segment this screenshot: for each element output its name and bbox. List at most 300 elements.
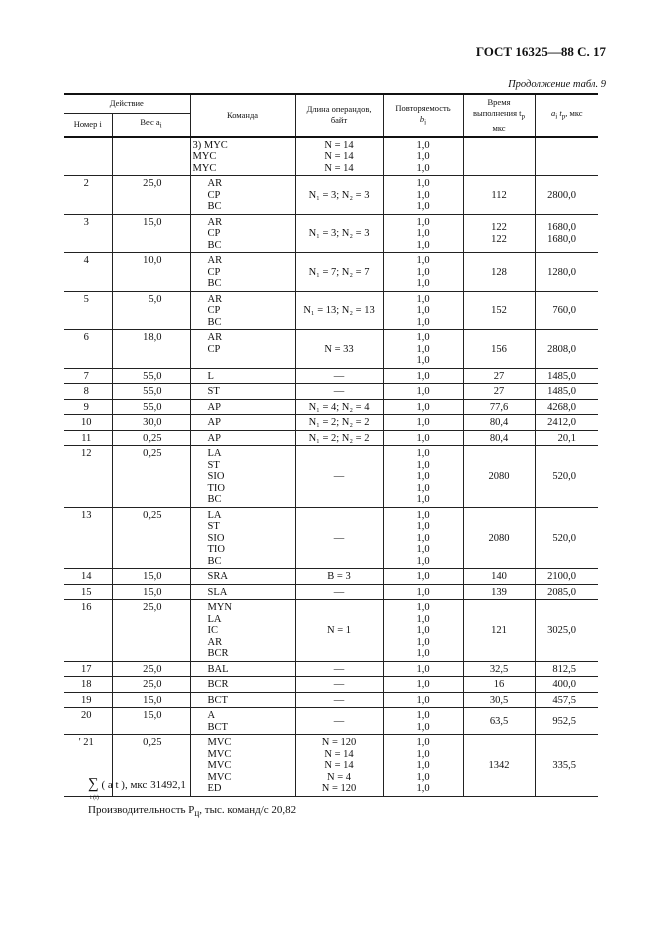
command-header: Команда bbox=[190, 94, 295, 137]
cell-line: 77,6 bbox=[489, 401, 509, 413]
cell-line: MYC bbox=[192, 162, 217, 174]
row-product bbox=[535, 368, 598, 384]
cell-line: AR bbox=[207, 216, 223, 228]
table-row bbox=[64, 415, 598, 431]
row-commands bbox=[190, 569, 295, 585]
row-repeatability bbox=[383, 399, 463, 415]
row-operand-length bbox=[295, 137, 383, 176]
row-repeatability bbox=[383, 507, 463, 569]
cell-line: 1,0 bbox=[416, 555, 430, 567]
sum-subscript: i (i) bbox=[90, 795, 99, 801]
row-exec-time bbox=[463, 253, 535, 292]
row-commands bbox=[190, 708, 295, 735]
row-operand-length bbox=[295, 600, 383, 662]
cell-line: AR bbox=[207, 255, 223, 267]
sum-expression: ( a t ), мкс 31492,1 bbox=[101, 779, 186, 791]
row-number: 8 bbox=[64, 384, 112, 400]
row-exec-time bbox=[463, 584, 535, 600]
cell-line: ST bbox=[207, 521, 220, 533]
row-product bbox=[535, 507, 598, 569]
row-repeatability bbox=[383, 692, 463, 708]
cell-line: N = 14 bbox=[324, 139, 354, 151]
cell-line: 400,0 bbox=[552, 679, 577, 691]
row-exec-time bbox=[463, 692, 535, 708]
cell-line: SIO bbox=[207, 471, 225, 483]
row-number: 18 bbox=[64, 677, 112, 693]
cell-line: 1680,0 bbox=[547, 233, 577, 245]
cell-line: 1,0 bbox=[416, 471, 430, 483]
table-row bbox=[64, 446, 598, 508]
cell-line: 1342 bbox=[488, 760, 510, 772]
product-header: $a_i$ $t_p$, мкс bbox=[535, 94, 598, 137]
row-weight: 15,0 bbox=[112, 708, 190, 735]
cell-line: 1,0 bbox=[416, 305, 430, 317]
row-operand-length bbox=[295, 330, 383, 369]
row-product bbox=[535, 384, 598, 400]
row-number: 15 bbox=[64, 584, 112, 600]
row-weight: 0,25 bbox=[112, 507, 190, 569]
sigma-symbol: ∑ bbox=[88, 776, 99, 792]
cell-line: N₁ = 4; N₂ = 4 bbox=[308, 401, 370, 413]
cell-line: AR bbox=[207, 636, 223, 648]
cell-line: 1,0 bbox=[416, 189, 430, 201]
cell-line: 1,0 bbox=[416, 737, 430, 749]
cell-line: BC bbox=[207, 201, 222, 213]
cell-line: SRA bbox=[207, 571, 228, 583]
cell-line: N = 120 bbox=[321, 783, 357, 795]
row-repeatability bbox=[383, 291, 463, 330]
cell-line: 1,0 bbox=[416, 432, 430, 444]
cell-line: 30,5 bbox=[489, 694, 509, 706]
row-operand-length bbox=[295, 214, 383, 253]
row-operand-length bbox=[295, 253, 383, 292]
cell-line: 1,0 bbox=[416, 710, 430, 722]
cell-line: 1,0 bbox=[416, 255, 430, 267]
cell-line: ST bbox=[207, 459, 220, 471]
row-product bbox=[535, 661, 598, 677]
cell-line: 1,0 bbox=[416, 459, 430, 471]
cell-line: AR bbox=[207, 293, 223, 305]
sum-line bbox=[88, 776, 186, 801]
cell-line: 156 bbox=[491, 343, 507, 355]
row-weight: 15,0 bbox=[112, 692, 190, 708]
cell-line: 20,1 bbox=[557, 432, 577, 444]
cell-line: 27 bbox=[493, 386, 505, 398]
cell-line: 2800,0 bbox=[547, 189, 577, 201]
cell-line: 1,0 bbox=[416, 239, 430, 251]
row-commands bbox=[190, 446, 295, 508]
row-number: 9 bbox=[64, 399, 112, 415]
row-exec-time bbox=[463, 214, 535, 253]
cell-line: 1,0 bbox=[416, 151, 430, 163]
row-operand-length bbox=[295, 507, 383, 569]
table-row bbox=[64, 330, 598, 369]
row-repeatability bbox=[383, 214, 463, 253]
cell-line: — bbox=[333, 471, 345, 483]
row-operand-length bbox=[295, 569, 383, 585]
cell-line: N = 14 bbox=[324, 151, 354, 163]
cell-line: 2080 bbox=[488, 471, 510, 483]
cell-line: N = 14 bbox=[324, 760, 354, 772]
cell-line: MYC bbox=[192, 151, 217, 163]
cell-line: CP bbox=[207, 228, 221, 240]
row-commands bbox=[190, 661, 295, 677]
row-repeatability bbox=[383, 708, 463, 735]
row-number: 7 bbox=[64, 368, 112, 384]
cell-line: 2080 bbox=[488, 532, 510, 544]
table-row bbox=[64, 584, 598, 600]
row-product bbox=[535, 330, 598, 369]
row-product bbox=[535, 569, 598, 585]
cell-line: CP bbox=[207, 343, 221, 355]
row-commands bbox=[190, 399, 295, 415]
cell-line: BCT bbox=[207, 694, 228, 706]
row-operand-length bbox=[295, 430, 383, 446]
cell-line: 4268,0 bbox=[547, 401, 577, 413]
cell-line: 1,0 bbox=[416, 544, 430, 556]
cell-line: 63,5 bbox=[489, 715, 509, 727]
cell-line: BC bbox=[207, 494, 222, 506]
row-repeatability bbox=[383, 368, 463, 384]
row-weight: 25,0 bbox=[112, 677, 190, 693]
row-weight: 25,0 bbox=[112, 176, 190, 215]
repeatability-header: Повторяемость $b_i$ bbox=[383, 94, 463, 137]
row-commands bbox=[190, 214, 295, 253]
cell-line: 1,0 bbox=[416, 448, 430, 460]
row-number: 3 bbox=[64, 214, 112, 253]
row-exec-time bbox=[463, 415, 535, 431]
cell-line: 1,0 bbox=[416, 521, 430, 533]
cell-line: — bbox=[333, 694, 345, 706]
cell-line: 1,0 bbox=[416, 694, 430, 706]
row-weight: 30,0 bbox=[112, 415, 190, 431]
cell-line: AR bbox=[207, 332, 223, 344]
cell-line: 1485,0 bbox=[547, 386, 577, 398]
cell-line: AP bbox=[207, 432, 221, 444]
cell-line: 122 bbox=[491, 233, 507, 245]
cell-line: 1485,0 bbox=[547, 370, 577, 382]
cell-line: — bbox=[333, 663, 345, 675]
cell-line: 1680,0 bbox=[547, 222, 577, 234]
exec-time-header: Время выполнения $t_p$ мкс bbox=[463, 94, 535, 137]
cell-line: N = 33 bbox=[324, 343, 354, 355]
row-operand-length bbox=[295, 176, 383, 215]
row-product bbox=[535, 430, 598, 446]
cell-line: 1,0 bbox=[416, 679, 430, 691]
cell-line: 1,0 bbox=[416, 162, 430, 174]
cell-line: IC bbox=[207, 625, 219, 637]
table-row bbox=[64, 507, 598, 569]
cell-line: 112 bbox=[491, 189, 507, 201]
row-repeatability bbox=[383, 384, 463, 400]
weight-header: Вес $a_i$ bbox=[112, 113, 190, 137]
cell-line: — bbox=[333, 679, 345, 691]
row-exec-time bbox=[463, 176, 535, 215]
row-weight: 0,25 bbox=[112, 446, 190, 508]
cell-line: BC bbox=[207, 555, 222, 567]
cell-line: MVC bbox=[207, 760, 232, 772]
row-commands bbox=[190, 692, 295, 708]
row-number: 5 bbox=[64, 291, 112, 330]
cell-line: — bbox=[333, 370, 345, 382]
row-weight: 55,0 bbox=[112, 368, 190, 384]
row-commands bbox=[190, 415, 295, 431]
cell-line: — bbox=[333, 586, 345, 598]
row-commands bbox=[190, 368, 295, 384]
cell-line: 1,0 bbox=[416, 482, 430, 494]
cell-line: BCT bbox=[207, 721, 228, 733]
cell-line: 1,0 bbox=[416, 494, 430, 506]
table-row bbox=[64, 399, 598, 415]
row-commands bbox=[190, 137, 295, 176]
row-repeatability bbox=[383, 584, 463, 600]
cell-line: BC bbox=[207, 316, 222, 328]
table-row bbox=[64, 692, 598, 708]
cell-line: N₁ = 2; N₂ = 2 bbox=[308, 417, 370, 429]
cell-line: N = 120 bbox=[321, 737, 357, 749]
cell-line: N₁ = 2; N₂ = 2 bbox=[308, 432, 370, 444]
cell-line: 1,0 bbox=[416, 648, 430, 660]
cell-line: 1,0 bbox=[416, 355, 430, 367]
row-exec-time bbox=[463, 399, 535, 415]
row-weight: 0,25 bbox=[112, 735, 190, 797]
row-exec-time bbox=[463, 507, 535, 569]
row-number: 14 bbox=[64, 569, 112, 585]
row-number: 10 bbox=[64, 415, 112, 431]
cell-line: 140 bbox=[491, 571, 507, 583]
cell-line: 1,0 bbox=[416, 201, 430, 213]
row-product bbox=[535, 176, 598, 215]
row-operand-length bbox=[295, 415, 383, 431]
cell-line: BCR bbox=[207, 648, 229, 660]
row-operand-length bbox=[295, 692, 383, 708]
row-repeatability bbox=[383, 677, 463, 693]
cell-line: 457,5 bbox=[552, 694, 577, 706]
cell-line: 2085,0 bbox=[547, 586, 577, 598]
commands-table bbox=[64, 93, 598, 797]
cell-line: AR bbox=[207, 178, 223, 190]
cell-line: MVC bbox=[207, 737, 232, 749]
row-commands bbox=[190, 600, 295, 662]
cell-line: 1,0 bbox=[416, 293, 430, 305]
row-product bbox=[535, 708, 598, 735]
cell-line: 3025,0 bbox=[547, 625, 577, 637]
cell-line: N₁ = 3; N₂ = 3 bbox=[308, 189, 370, 201]
cell-line: 1,0 bbox=[416, 216, 430, 228]
cell-line: BC bbox=[207, 278, 222, 290]
action-header: Действие bbox=[64, 94, 190, 113]
table-row bbox=[64, 569, 598, 585]
row-operand-length bbox=[295, 584, 383, 600]
row-weight bbox=[112, 137, 190, 176]
table-row bbox=[64, 291, 598, 330]
row-exec-time bbox=[463, 430, 535, 446]
cell-line: N = 14 bbox=[324, 748, 354, 760]
row-repeatability bbox=[383, 446, 463, 508]
row-repeatability bbox=[383, 600, 463, 662]
row-number: 13 bbox=[64, 507, 112, 569]
cell-line: 1,0 bbox=[416, 571, 430, 583]
page-header: ГОСТ 16325—88 С. 17 bbox=[475, 44, 606, 59]
cell-line: MVC bbox=[207, 771, 232, 783]
row-commands bbox=[190, 584, 295, 600]
cell-line: CP bbox=[207, 266, 221, 278]
row-exec-time bbox=[463, 677, 535, 693]
cell-line: A bbox=[207, 710, 216, 722]
cell-line: 1,0 bbox=[416, 316, 430, 328]
row-repeatability bbox=[383, 330, 463, 369]
cell-line: N₁ = 7; N₂ = 7 bbox=[308, 266, 370, 278]
row-product bbox=[535, 446, 598, 508]
cell-line: SLA bbox=[207, 586, 228, 598]
cell-line: AP bbox=[207, 417, 221, 429]
row-weight: 15,0 bbox=[112, 214, 190, 253]
row-number: 6 bbox=[64, 330, 112, 369]
row-product bbox=[535, 677, 598, 693]
cell-line: 80,4 bbox=[489, 432, 509, 444]
cell-line: 16 bbox=[493, 679, 505, 691]
row-number: 12 bbox=[64, 446, 112, 508]
cell-line: 520,0 bbox=[552, 471, 577, 483]
cell-line: 1280,0 bbox=[547, 266, 577, 278]
row-weight: 15,0 bbox=[112, 569, 190, 585]
cell-line: N = 4 bbox=[327, 771, 352, 783]
row-product bbox=[535, 692, 598, 708]
cell-line: 1,0 bbox=[416, 663, 430, 675]
row-commands bbox=[190, 507, 295, 569]
row-operand-length bbox=[295, 384, 383, 400]
row-weight: 0,25 bbox=[112, 430, 190, 446]
row-exec-time bbox=[463, 661, 535, 677]
cell-line: 128 bbox=[491, 266, 507, 278]
row-weight: 55,0 bbox=[112, 384, 190, 400]
cell-line: 1,0 bbox=[416, 760, 430, 772]
cell-line: 1,0 bbox=[416, 771, 430, 783]
cell-line: 152 bbox=[491, 305, 507, 317]
row-commands bbox=[190, 430, 295, 446]
cell-line: 1,0 bbox=[416, 532, 430, 544]
cell-line: 2412,0 bbox=[547, 417, 577, 429]
cell-line: 1,0 bbox=[416, 266, 430, 278]
cell-line: BC bbox=[207, 239, 222, 251]
cell-line: 1,0 bbox=[416, 401, 430, 413]
row-exec-time bbox=[463, 708, 535, 735]
cell-line: BAL bbox=[207, 663, 229, 675]
cell-line: ST bbox=[207, 386, 220, 398]
row-exec-time bbox=[463, 735, 535, 797]
row-operand-length bbox=[295, 708, 383, 735]
cell-line: N₁ = 13; N₂ = 13 bbox=[303, 305, 375, 317]
row-exec-time bbox=[463, 600, 535, 662]
row-exec-time bbox=[463, 137, 535, 176]
row-weight: 10,0 bbox=[112, 253, 190, 292]
row-commands bbox=[190, 291, 295, 330]
table-row bbox=[64, 677, 598, 693]
cell-line: 3) MYC bbox=[192, 139, 228, 151]
cell-line: 1,0 bbox=[416, 721, 430, 733]
cell-line: 1,0 bbox=[416, 178, 430, 190]
row-repeatability bbox=[383, 430, 463, 446]
cell-line: 2100,0 bbox=[547, 571, 577, 583]
row-repeatability bbox=[383, 661, 463, 677]
row-repeatability bbox=[383, 253, 463, 292]
row-weight: 25,0 bbox=[112, 661, 190, 677]
row-repeatability bbox=[383, 176, 463, 215]
table-row bbox=[64, 137, 598, 176]
cell-line: 1,0 bbox=[416, 509, 430, 521]
row-commands bbox=[190, 677, 295, 693]
cell-line: 1,0 bbox=[416, 636, 430, 648]
cell-line: 1,0 bbox=[416, 386, 430, 398]
row-repeatability bbox=[383, 569, 463, 585]
cell-line: 812,5 bbox=[552, 663, 577, 675]
row-operand-length bbox=[295, 661, 383, 677]
cell-line: 335,5 bbox=[552, 760, 577, 772]
row-exec-time bbox=[463, 368, 535, 384]
table-row bbox=[64, 708, 598, 735]
row-product bbox=[535, 600, 598, 662]
row-number: 4 bbox=[64, 253, 112, 292]
cell-line: 1,0 bbox=[416, 586, 430, 598]
cell-line: 2808,0 bbox=[547, 343, 577, 355]
row-product bbox=[535, 137, 598, 176]
cell-line: 952,5 bbox=[552, 715, 577, 727]
row-operand-length bbox=[295, 677, 383, 693]
row-exec-time bbox=[463, 384, 535, 400]
performance-line: Производительность $P_ц$, тыс. команд/с 20,82 bbox=[88, 804, 297, 819]
row-operand-length bbox=[295, 368, 383, 384]
cell-line: LA bbox=[207, 509, 222, 521]
row-repeatability bbox=[383, 415, 463, 431]
row-repeatability bbox=[383, 137, 463, 176]
cell-line: BCR bbox=[207, 679, 229, 691]
row-number: 11 bbox=[64, 430, 112, 446]
row-weight: 25,0 bbox=[112, 600, 190, 662]
row-commands bbox=[190, 330, 295, 369]
cell-line: ED bbox=[207, 783, 222, 795]
row-number: 20 bbox=[64, 708, 112, 735]
row-operand-length bbox=[295, 399, 383, 415]
table-row bbox=[64, 384, 598, 400]
row-weight: 5,0 bbox=[112, 291, 190, 330]
row-number: 16 bbox=[64, 600, 112, 662]
row-product bbox=[535, 253, 598, 292]
cell-line: CP bbox=[207, 305, 221, 317]
row-number: 2 bbox=[64, 176, 112, 215]
cell-line: L bbox=[207, 370, 214, 382]
cell-line: N = 1 bbox=[327, 625, 352, 637]
operand-length-header: Длина операндов, байт bbox=[295, 94, 383, 137]
cell-line: LA bbox=[207, 448, 222, 460]
row-commands bbox=[190, 384, 295, 400]
row-product bbox=[535, 735, 598, 797]
row-exec-time bbox=[463, 569, 535, 585]
cell-line: 1,0 bbox=[416, 139, 430, 151]
cell-line: N = 14 bbox=[324, 162, 354, 174]
cell-line: 121 bbox=[491, 625, 507, 637]
table-continuation-note: Продолжение табл. 9 bbox=[508, 79, 606, 90]
row-number: ' 21 bbox=[64, 735, 112, 797]
cell-line: LA bbox=[207, 613, 222, 625]
number-header: Номер i bbox=[64, 113, 112, 137]
row-commands bbox=[190, 253, 295, 292]
table-row bbox=[64, 176, 598, 215]
cell-line: 760,0 bbox=[552, 305, 577, 317]
cell-line: 1,0 bbox=[416, 613, 430, 625]
cell-line: 32,5 bbox=[489, 663, 509, 675]
row-number: 17 bbox=[64, 661, 112, 677]
cell-line: — bbox=[333, 715, 345, 727]
